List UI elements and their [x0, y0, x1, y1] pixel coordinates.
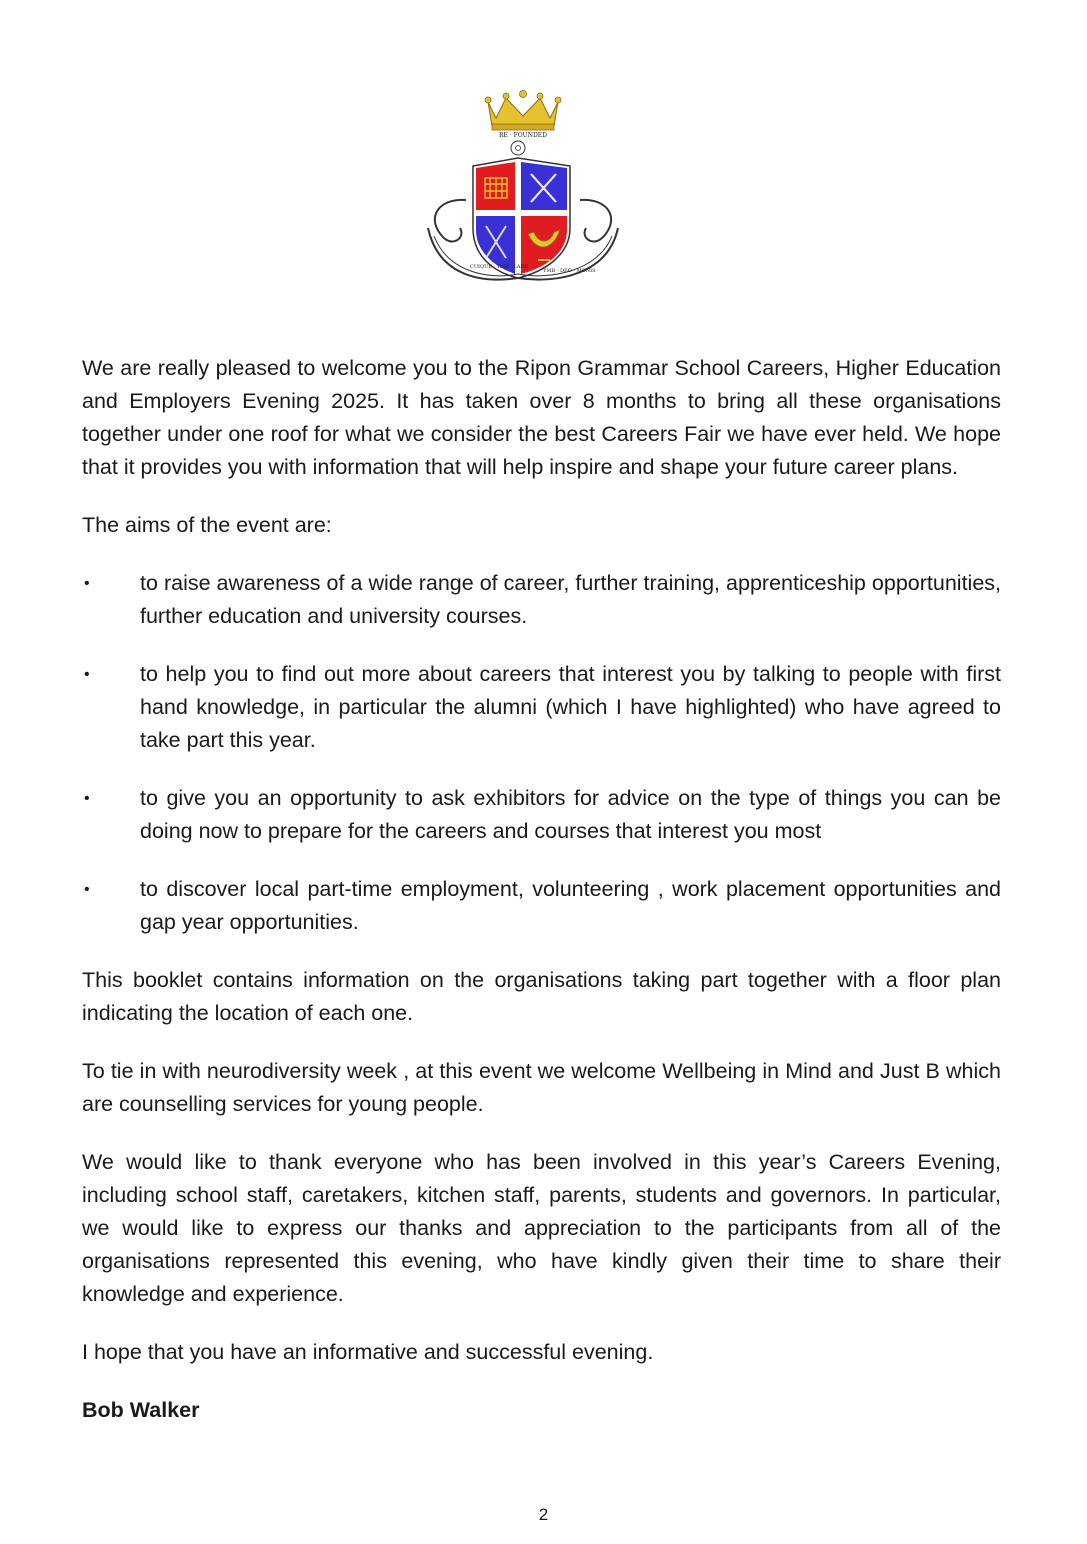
booklet-paragraph: This booklet contains information on the organisations taking part together with a floor plan indicating the location of each one. — [82, 968, 1001, 1025]
svg-text:RE · FOUNDED: RE · FOUNDED — [498, 132, 548, 139]
aims-list — [82, 567, 1001, 939]
bullet-icon: • — [84, 881, 90, 898]
list-item: • to raise awareness of a wide range of career, further training, apprenticeship opportunities, further education and university courses. — [82, 567, 1001, 633]
shield-icon — [473, 158, 570, 278]
bullet-icon: • — [84, 666, 90, 683]
signature: Bob Walker — [82, 1398, 200, 1422]
intro-paragraph: We are really pleased to welcome you to the Ripon Grammar School Careers, Higher Education and Employers Evening 2025. It has taken over 8 months to bring all these organisations together under one roof for what we consider the best Careers Fair we have ever held. We hope that it provides you with information that will help inspire and shape your future career plans. — [82, 356, 1001, 479]
closing-paragraph: I hope that you have an informative and successful evening. — [82, 1340, 654, 1364]
list-item: • to discover local part-time employment, volunteering , work placement opportunities and gap year opportunities. — [82, 873, 1001, 939]
aims-heading: The aims of the event are: — [82, 513, 332, 537]
bullet-icon: • — [84, 790, 90, 807]
page-number: 2 — [538, 1505, 549, 1524]
neurodiversity-paragraph: To tie in with neurodiversity week , at this event we welcome Wellbeing in Mind and Just B which are counselling services for young people. — [82, 1059, 1001, 1116]
thanks-paragraph: We would like to thank everyone who has been involved in this year’s Careers Evening, including school staff, caretakers, kitchen staff, parents, students and governors. In particular, we would like to express our thanks and appreciation to the participants from all of the organisations represented this evening, who have kindly given their time to share their knowledge and experience. — [82, 1150, 1001, 1306]
bullet-icon: • — [84, 575, 90, 592]
crown-icon — [485, 91, 561, 131]
letter-body — [82, 352, 1001, 1427]
school-crest-logo — [418, 88, 628, 293]
svg-text:CUIQUE · YMB · LARE: CUIQUE · YMB · LARE — [470, 264, 528, 270]
list-item: • to help you to find out more about careers that interest you by talking to people with first hand knowledge, in particular the alumni (which I have highlighted) who have agreed to take part this year. — [82, 658, 1001, 757]
list-item: • to give you an opportunity to ask exhibitors for advice on the type of things you can be doing now to prepare for the careers and courses that interest you most — [82, 782, 1001, 848]
rose-icon — [511, 141, 525, 155]
svg-text:· YMB · DEO · MONIS ·: · YMB · DEO · MONIS · — [540, 268, 599, 274]
